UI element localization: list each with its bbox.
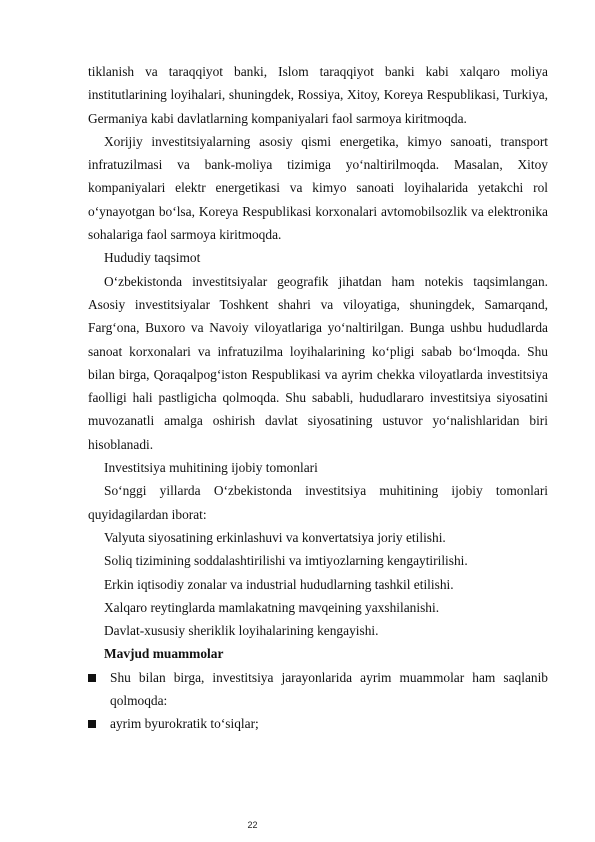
heading-positive-aspects: Investitsiya muhitining ijobiy tomonlari: [104, 460, 318, 476]
line-tax-system: Soliq tizimining soddalashtirilishi va imtiyozlarning kengaytirilishi.: [104, 553, 468, 569]
bullet-text: ayrim byurokratik to‘siqlar;: [110, 716, 259, 732]
heading-existing-problems: Mavjud muammolar: [104, 646, 224, 662]
bullet-item: [88, 712, 548, 735]
paragraph-regional-distribution: O‘zbekistonda investitsiyalar geografik jihatdan ham notekis taqsimlangan. Asosiy investitsiyalar Toshkent shahri va viloyatiga, shuningdek, Samarqand, Farg‘ona, Buxoro va Navoiy viloyatlariga yo‘naltirilgan. Bunga ushbu hududlarda sanoat korxonalari va infratuzilma loyihalarining ko‘pligi sabab bo‘lmoqda. Shu bilan birga, Qoraqalpog‘iston Respublikasi va ayrim chekka viloyatlarda investitsiya faolligi hali pastligicha qolmoqda. Shu sababli, hududlararo investitsiya siyosatini muvozanatli amalga oshirish davlat siyosatining ustuvor yo‘nalishlaridan biri hisoblanadi.: [88, 273, 548, 452]
document-page: [88, 60, 548, 736]
square-bullet-icon: [88, 674, 96, 682]
paragraph-positive-aspects-intro: So‘nggi yillarda O‘zbekistonda investitsiya muhitining ijobiy tomonlari quyidagilardan iborat:: [88, 483, 548, 522]
paragraph-intro-continuation: tiklanish va taraqqiyot banki, Islom taraqqiyot banki kabi xalqaro moliya institutlarining loyihalari, shuningdek, Rossiya, Xitoy, Koreya Respublikasi, Turkiya, Germaniya kabi davlatlarning kompaniyalari faol sarmoya kiritmoqda.: [88, 64, 548, 126]
line-international-ratings: Xalqaro reytinglarda mamlakatning mavqeining yaxshilanishi.: [104, 599, 440, 615]
square-bullet-icon: [88, 720, 96, 728]
line-free-economic-zones: Erkin iqtisodiy zonalar va industrial hududlarning tashkil etilishi.: [104, 576, 454, 592]
page-number: 22: [247, 820, 258, 830]
heading-regional-distribution: Hududiy taqsimot: [104, 250, 201, 266]
line-currency-policy: Valyuta siyosatining erkinlashuvi va konvertatsiya joriy etilishi.: [104, 529, 446, 545]
line-public-private-partnership: Davlat-xususiy sheriklik loyihalarining kengayishi.: [104, 623, 379, 639]
bullet-text: Shu bilan birga, investitsiya jarayonlarida ayrim muammolar ham saqlanib qolmoqda:: [110, 669, 548, 709]
paragraph-foreign-investment: Xorijiy investitsiyalarning asosiy qismi energetika, kimyo sanoati, transport infratuzilmasi va bank-moliya tizimiga yo‘naltirilmoqda. Masalan, Xitoy kompaniyalari elektr energetikasi va kimyo sanoati loyihalarida yetakchi rol o‘ynayotgan bo‘lsa, Koreya Respublikasi korxonalari avtomobilsozlik va elektronika sohalariga faol sarmoya kiritmoqda.: [88, 133, 548, 243]
bullet-item: [88, 666, 548, 713]
problems-bullet-list: [88, 666, 548, 736]
